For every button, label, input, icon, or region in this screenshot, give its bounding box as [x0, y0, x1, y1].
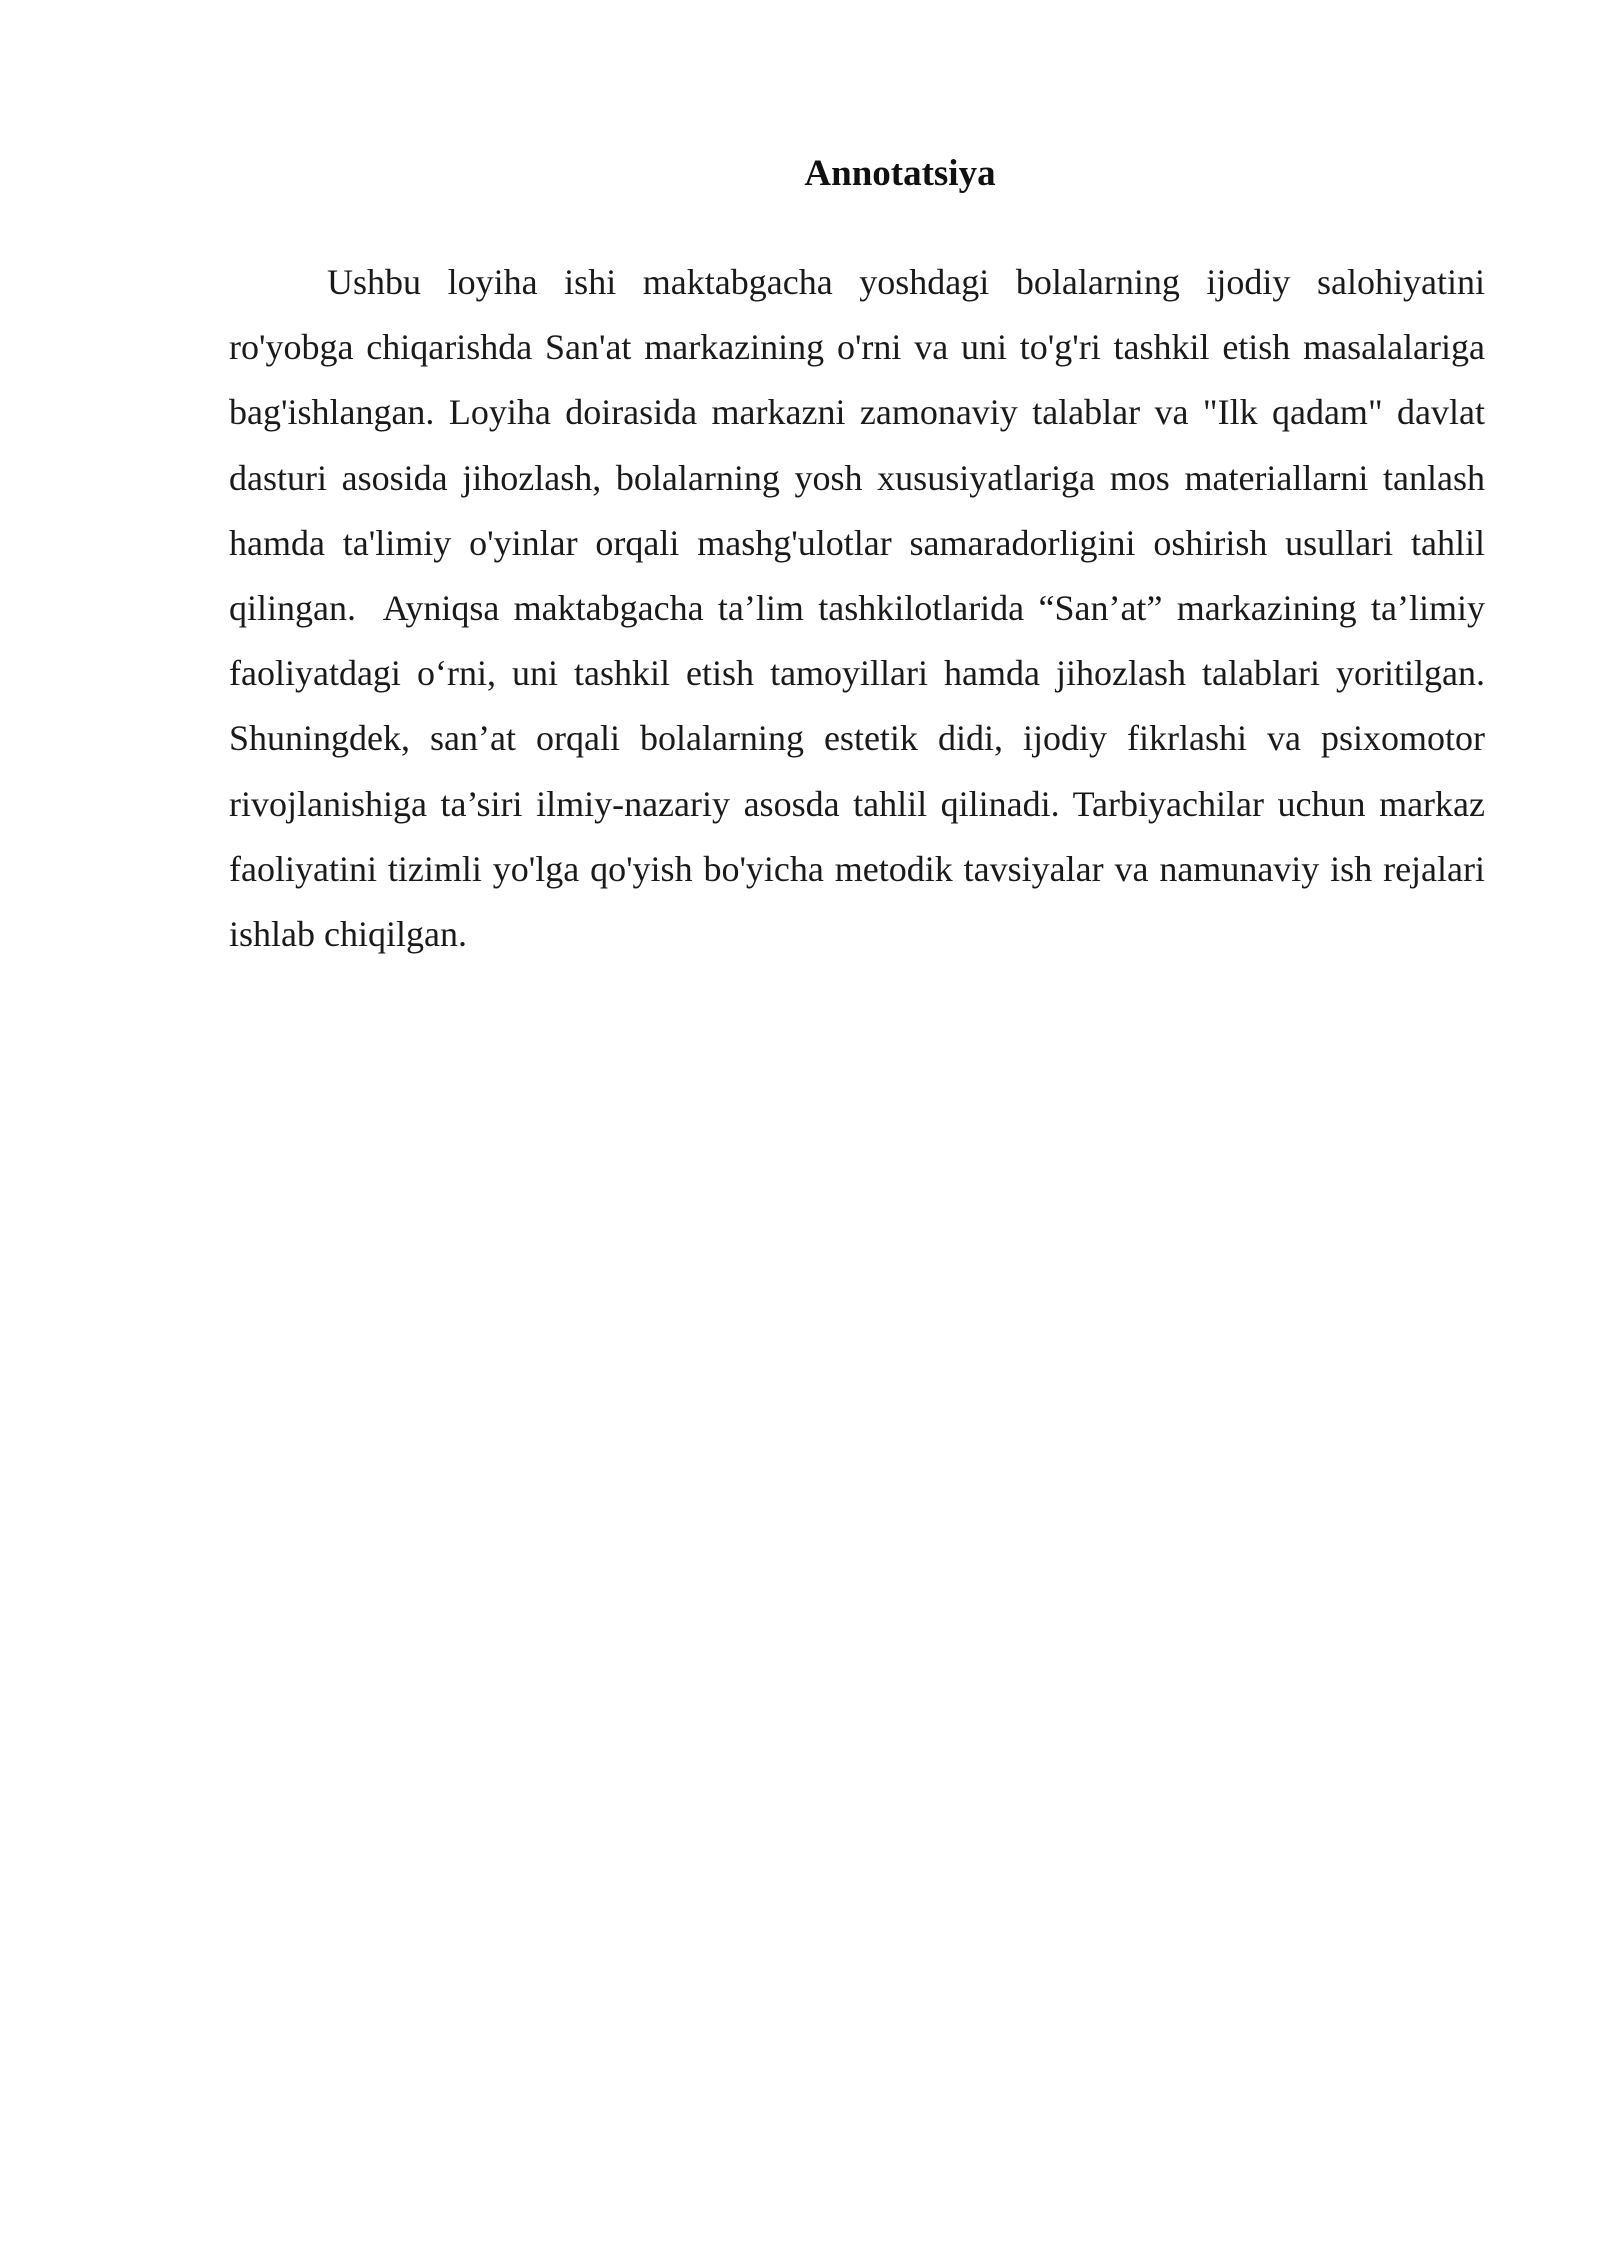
page-title: Annotatsiya — [804, 153, 996, 194]
abstract-paragraph: Ushbu loyiha ishi maktabgacha yoshdagi bolalarning ijodiy salohiyatini ro'yobga chiqarishda San'at markazining o'rni va uni to'g'ri tashkil etish masalalariga bag'ishlangan. Loyiha doirasida markazni zamonaviy talablar va "Ilk qadam" davlat dasturi asosida jihozlash, bolalarning yosh xususiyatlariga mos materiallarni tanlash hamda ta'limiy o'yinlar orqali mashg'ulotlar samaradorligini oshirish usullari tahlil qilingan. Ayniqsa maktabgacha ta’lim tashkilotlarida “San’at” markazining ta’limiy faoliyatdagi o‘rni, uni tashkil etish tamoyillari hamda jihozlash talablari yoritilgan. Shuningdek, san’at orqali bolalarning estetik didi, ijodiy fikrlashi va psixomotor rivojlanishiga ta’siri ilmiy-nazariy asosda tahlil qilinadi. Tarbiyachilar uchun markaz faoliyatini tizimli yo'lga qo'yish bo'yicha metodik tavsiyalar va namunaviy ish rejalari ishlab chiqilgan. — [229, 262, 1494, 955]
